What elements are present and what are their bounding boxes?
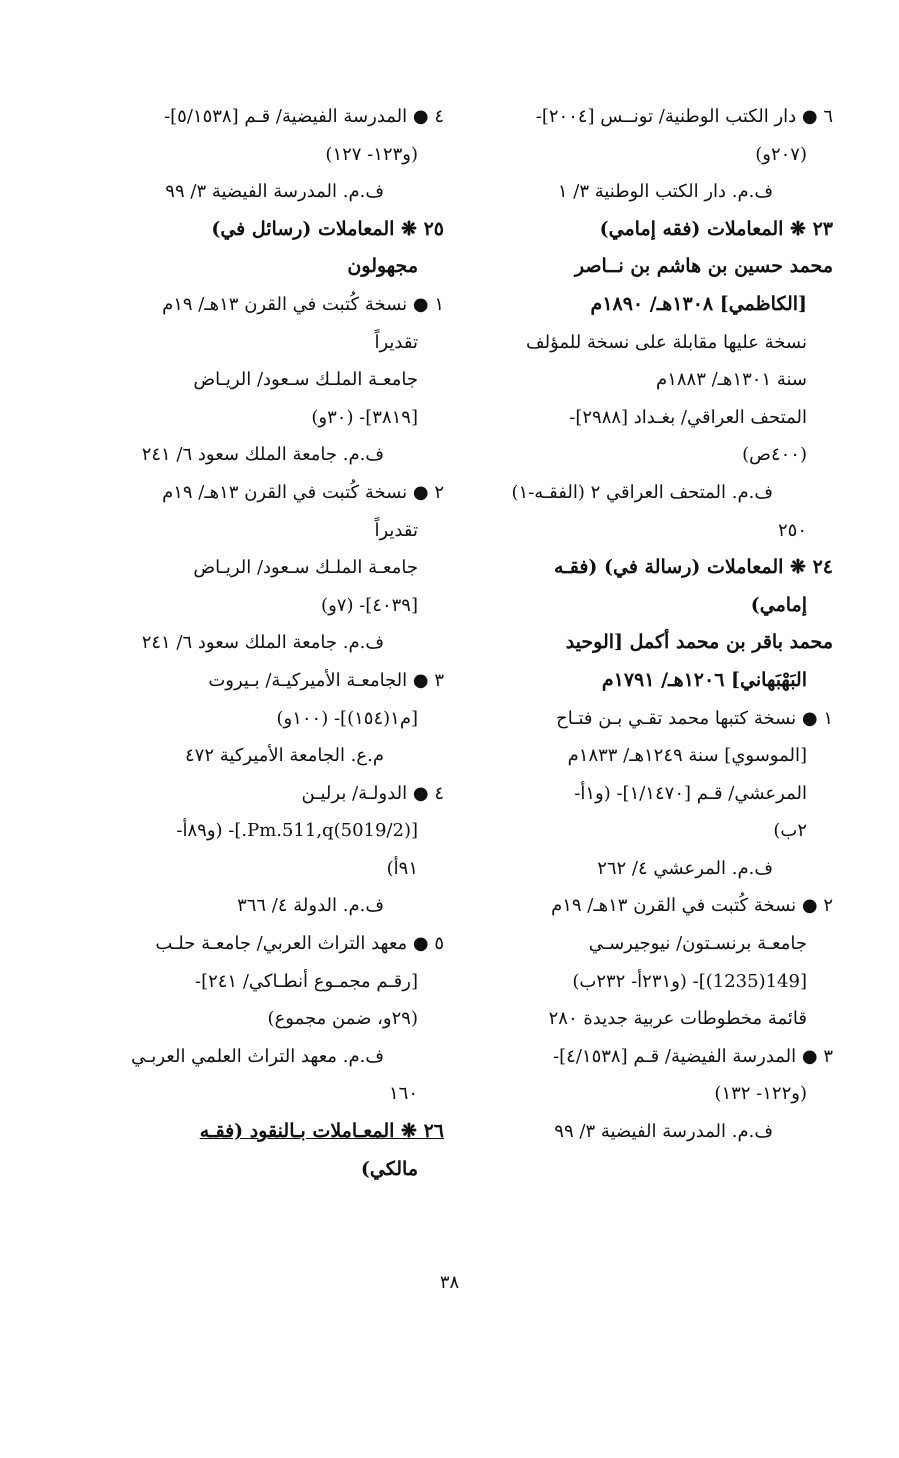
entry-line: ف.م. المرعشي ٤/ ٢٦٢ [597, 857, 773, 879]
entry-line: ف.م. المدرسة الفيضية ٣/ ٩٩ [554, 1121, 773, 1143]
entry-line: [٣٨١٩]- (٣٠و) [311, 406, 418, 428]
entry-line: البَهْبَهاني] ١٢٠٦هـ/ ١٧٩١م [601, 668, 807, 691]
entry-line: سنة ١٣٠١هـ/ ١٨٨٣م [656, 369, 807, 391]
entry-line: م.ع. الجامعة الأميركية ٤٧٢ [185, 745, 384, 767]
entry-line: ف.م. معهد التراث العلمي العربـي [131, 1045, 384, 1067]
page-number: ٣٨ [439, 1272, 460, 1293]
entry-line: محمد باقر بن محمد أكمل [الوحيد [565, 631, 833, 654]
right-column [493, 98, 833, 1151]
entry-line: ١٦٠ [388, 1083, 418, 1105]
entry-line: ٩١أ) [386, 857, 418, 879]
entry-line: ف.م. المتحف العراقي ٢ (الفقـه-١) [511, 481, 773, 503]
entry-line: ٢٣ ❋ المعاملات (فقه إمامي) [599, 217, 833, 240]
entry-line: ٦ ● دار الكتب الوطنية/ تونــس [٢٠٠٤]- [535, 106, 833, 127]
entry-line: قائمة مخطوطات عربية جديدة ٢٨٠ [548, 1008, 807, 1030]
entry-line: ٢ ● نسخة كُتبت في القرن ١٣هـ/ ١٩م [551, 895, 833, 917]
entry-line: محمد حسين بن هاشم بن نــاصر [574, 255, 833, 278]
entry-line: نسخة عليها مقابلة على نسخة للمؤلف [525, 331, 807, 353]
left-column [101, 98, 444, 1188]
entry-line: ٣ ● المدرسة الفيضية/ قـم [٤/١٥٣٨]- [553, 1045, 833, 1067]
entry-line: ٢٤ ❋ المعاملات (رسالة في) (فقـه [553, 556, 833, 579]
entry-line: ف.م. جامعة الملك سعود ٦/ ٢٤١ [141, 444, 384, 466]
entry-line: ف.م. الدولة ٤/ ٣٦٦ [237, 895, 384, 917]
entry-line: ف.م. جامعة الملك سعود ٦/ ٢٤١ [141, 632, 384, 654]
entry-line: مجهولون [347, 255, 418, 278]
entry-line: ٢ ● نسخة كُتبت في القرن ١٣هـ/ ١٩م [162, 481, 444, 503]
entry-line: تقديراً [374, 331, 418, 353]
entry-line: [٤٠٣٩]- (٧و) [321, 594, 418, 616]
entry-line: جامعـة الملـك سـعود/ الريـاض [193, 369, 418, 391]
entry-line: [(5019/2)Pm.511,q.]- (و٨٩أ- [176, 820, 418, 842]
entry-line: ف.م. المدرسة الفيضية ٣/ ٩٩ [165, 181, 384, 203]
entry-line: (و١٢٣- ١٢٧) [325, 143, 418, 165]
entry-line: [الموسوي] سنة ١٢٤٩هـ/ ١٨٣٣م [567, 745, 807, 767]
entry-line: المتحف العراقي/ بغـداد [٢٩٨٨]- [569, 406, 807, 428]
entry-line: (٢٩و، ضمن مجموع) [267, 1008, 418, 1030]
entry-line: (٤٠٠ص) [742, 444, 807, 466]
entry-line: ٣ ● الجامعـة الأميركيـة/ بـيروت [208, 669, 444, 691]
entry-line: تقديراً [374, 519, 418, 541]
entry-line: ٢ب) [773, 820, 807, 842]
entry-line: جامعـة الملـك سـعود/ الريـاض [193, 557, 418, 579]
entry-line: ٥ ● معهد التراث العربي/ جامعـة حلـب [155, 933, 444, 955]
entry-line: ١ ● نسخة كتبها محمد تقـي بـن فتـاح [556, 707, 833, 729]
entry-line: [م١(١٥٤)]- (١٠٠و) [276, 707, 418, 729]
entry-line: جامعـة برنسـتون/ نيوجيرسـي [588, 933, 807, 955]
entry-line: المرعشي/ قـم [١/١٤٧٠]- (و١أ- [574, 782, 807, 804]
entry-line: إمامي) [750, 593, 807, 616]
entry-line: ٢٥ ❋ المعاملات (رسائل في) [211, 217, 444, 240]
entry-line: [149(1235)]- (و٢٣١أ- ٢٣٢ب) [572, 970, 807, 992]
entry-line: ٢٦ ❋ المعـاملات بـالنقود (فقـه [199, 1120, 444, 1143]
entry-line: [رقـم مجمـوع أنطـاكي/ ٢٤١]- [194, 970, 418, 992]
entry-line: ٤ ● الدولـة/ برليـن [301, 782, 444, 804]
entry-line: (و١٢٢- ١٣٢) [714, 1083, 807, 1105]
entry-line: مالكي) [360, 1157, 418, 1180]
entry-line: ٤ ● المدرسة الفيضية/ قـم [٥/١٥٣٨]- [164, 106, 444, 127]
entry-line: (٢٠٧و) [755, 143, 807, 165]
entry-line: ١ ● نسخة كُتبت في القرن ١٣هـ/ ١٩م [162, 293, 444, 315]
entry-line: ٢٥٠ [777, 519, 807, 541]
entry-line: ف.م. دار الكتب الوطنية ٣/ ١ [557, 181, 773, 203]
entry-line: [الكاظمي] ١٣٠٨هـ/ ١٨٩٠م [590, 292, 807, 315]
